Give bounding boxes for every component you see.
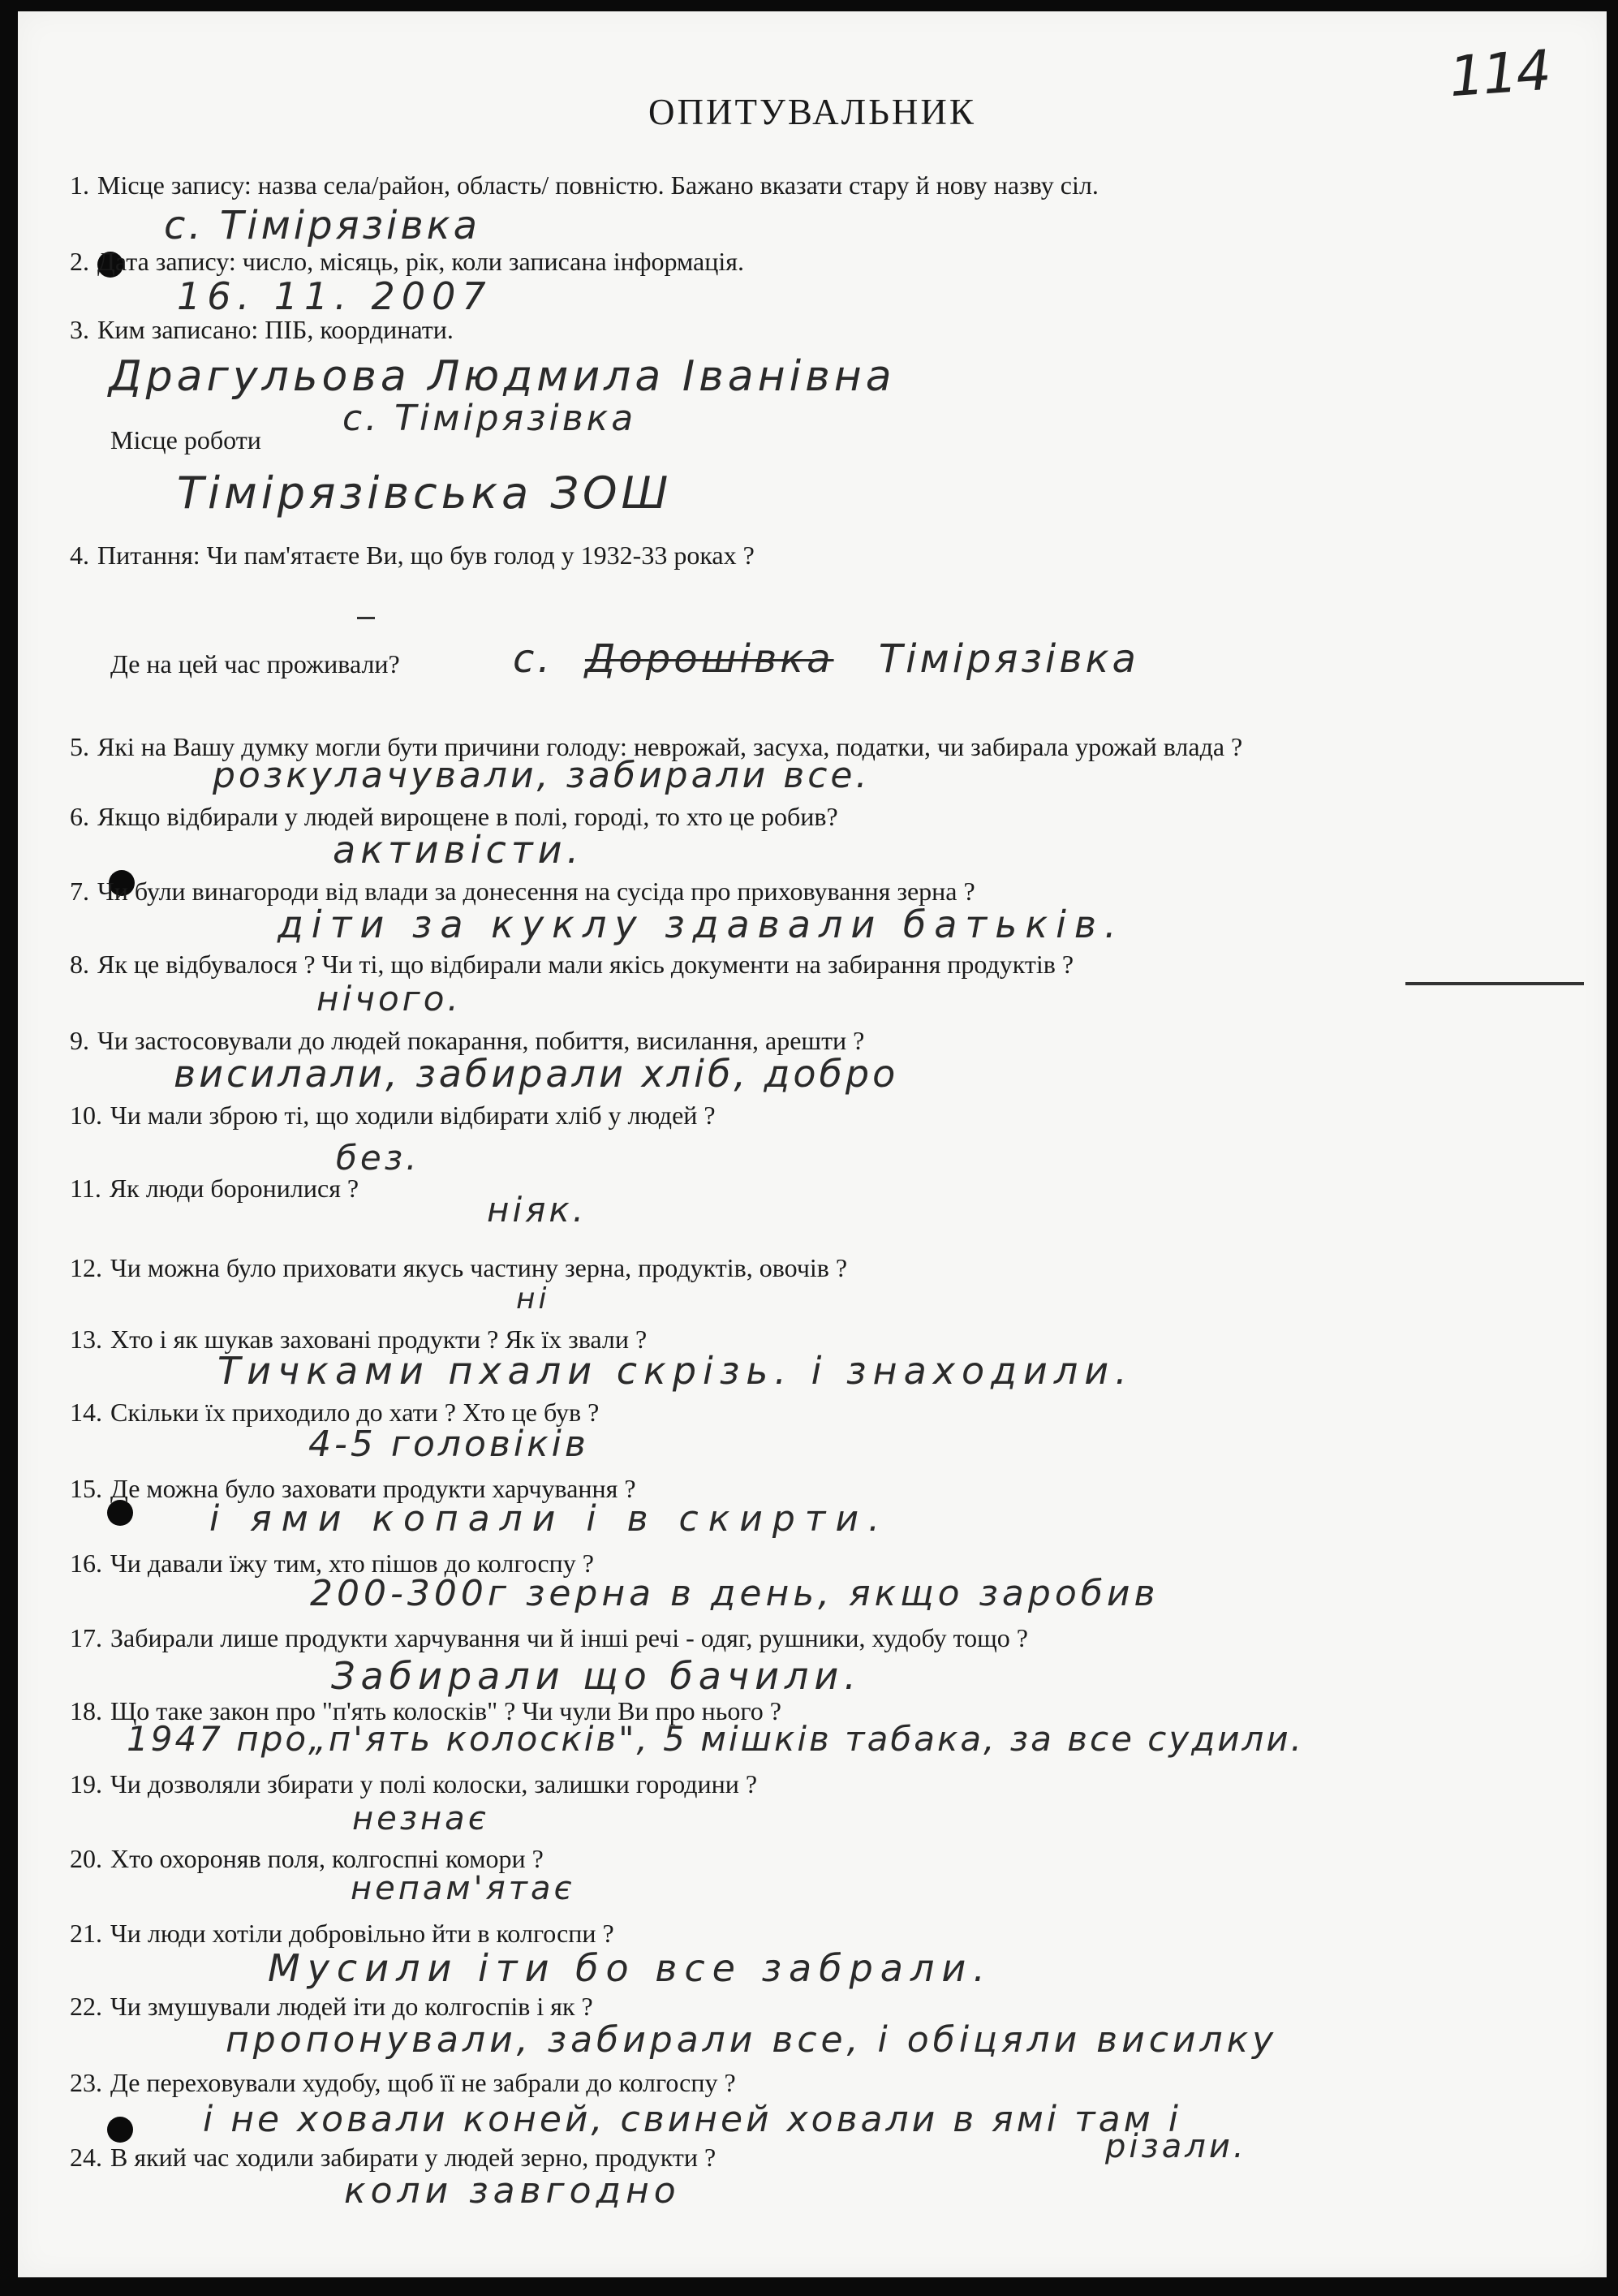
answer-20: непам'ятає <box>351 1870 575 1907</box>
workplace-label: Місце роботи <box>110 425 261 454</box>
residence-label: Де на цей час проживали? <box>110 649 400 678</box>
ink-dash <box>1405 982 1584 985</box>
answer-11: ніяк. <box>487 1190 587 1230</box>
answer-8: нічого. <box>316 979 462 1019</box>
question-6: 6. Якщо відбирали у людей вирощене в полі, городі, то хто це робив? <box>70 802 838 831</box>
question-13: 13. Хто і як шукав заховані продукти ? Як їх звали ? <box>70 1325 648 1354</box>
question-11: 11. Як люди боронилися ? <box>70 1174 359 1203</box>
answer-22: пропонували, забирали все, і обіцяли висилку <box>226 2019 1278 2061</box>
question-4: 4. Питання: Чи пам'ятаєте Ви, що був голод у 1932-33 роках ? <box>70 541 755 570</box>
question-1: 1. Місце запису: назва села/район, область/ повністю. Бажано вказати стару й нову назву сіл. <box>70 170 1099 200</box>
answer-12: ні <box>516 1282 550 1316</box>
question-10: 10. Чи мали зброю ті, що ходили відбирати хліб у людей ? <box>70 1101 716 1130</box>
question-16: 16. Чи давали їжу тим, хто пішов до колгоспу ? <box>70 1549 594 1578</box>
question-18: 18. Що таке закон про "п'ять колосків" ? Чи чули Ви про нього ? <box>70 1696 781 1725</box>
answer-4-struck: Дорошівка <box>584 636 834 682</box>
answer-5: розкулачували, забирали все. <box>213 755 871 796</box>
document-title: ОПИТУВАЛЬНИК <box>648 92 976 132</box>
question-14: 14. Скільки їх приходило до хати ? Хто це був ? <box>70 1398 600 1427</box>
answer-15: і ями копали і в скирти. <box>209 1498 890 1540</box>
question-24: 24. В який час ходили забирати у людей зерно, продукти ? <box>70 2143 716 2172</box>
answer-14: 4-5 головіків <box>308 1424 589 1465</box>
answer-1: с. Тімірязівка <box>164 203 481 248</box>
ink-dash <box>357 617 375 619</box>
questionnaire-sheet <box>18 11 1607 2277</box>
question-23: 23. Де переховували худобу, щоб її не забрали до колгоспу ? <box>70 2068 736 2097</box>
page-number: 114 <box>1447 38 1552 110</box>
answer-7: діти за куклу здавали батьків. <box>278 902 1125 946</box>
answer-3-village: с. Тімірязівка <box>342 398 637 439</box>
answer-2: 16. 11. 2007 <box>177 274 493 318</box>
question-21: 21. Чи люди хотіли добровільно йти в колгоспи ? <box>70 1919 614 1948</box>
question-17: 17. Забирали лише продукти харчування чи й інші речі - одяг, рушники, худобу тощо ? <box>70 1623 1028 1652</box>
answer-18: 1947 про„п'ять колосків", 5 мішків табака, за все судили. <box>127 1719 1305 1759</box>
answer-17: Забирали що бачили. <box>331 1654 862 1698</box>
answer-16: 200-300г зерна в день, якщо заробив <box>310 1573 1160 1614</box>
answer-13: Тичками пхали скрізь. і знаходили. <box>217 1349 1134 1393</box>
answer-3-name: Драгульова Людмила Іванівна <box>109 352 896 401</box>
question-3: 3. Ким записано: ПІБ, координати. <box>70 315 454 344</box>
question-5: 5. Які на Вашу думку могли бути причини голоду: неврожай, засуха, податки, чи забирала урожай влада ? <box>70 732 1243 761</box>
question-2: 2. Дата запису: число, місяць, рік, коли записана інформація. <box>70 247 744 276</box>
question-19: 19. Чи дозволяли збирати у полі колоски, залишки городини ? <box>70 1769 758 1798</box>
answer-9: висилали, забирали хліб, добро <box>174 1052 899 1096</box>
answer-23-extra: різали. <box>1105 2128 1247 2165</box>
answer-3-work: Тімірязівська ЗОШ <box>177 467 673 519</box>
answer-23: і не ховали коней, свиней ховали в ямі там і <box>203 2099 1181 2140</box>
question-7: 7. Чи були винагороди від влади за донесення на сусіда про приховування зерна ? <box>70 877 975 906</box>
question-12: 12. Чи можна було приховати якусь частину зерна, продуктів, овочів ? <box>70 1253 848 1282</box>
punch-hole <box>107 2117 133 2143</box>
answer-19: незнає <box>352 1800 489 1837</box>
answer-10: без. <box>336 1138 420 1178</box>
question-8: 8. Як це відбувалося ? Чи ті, що відбирали мали якісь документи на забирання продуктів ? <box>70 950 1074 979</box>
question-15: 15. Де можна було заховати продукти харчування ? <box>70 1474 636 1503</box>
answer-4 <box>513 636 1139 682</box>
question-22: 22. Чи змушували людей іти до колгоспів і як ? <box>70 1992 593 2021</box>
question-9: 9. Чи застосовували до людей покарання, побиття, висилання, арешти ? <box>70 1026 865 1055</box>
answer-21: Мусили іти бо все забрали. <box>268 1946 992 1990</box>
answer-24: коли завгодно <box>344 2170 681 2212</box>
question-20: 20. Хто охороняв поля, колгоспні комори ? <box>70 1844 544 1873</box>
answer-4-prefix: с. <box>513 636 553 682</box>
answer-6: активісти. <box>333 828 584 872</box>
answer-4-village: Тімірязівка <box>878 636 1139 682</box>
